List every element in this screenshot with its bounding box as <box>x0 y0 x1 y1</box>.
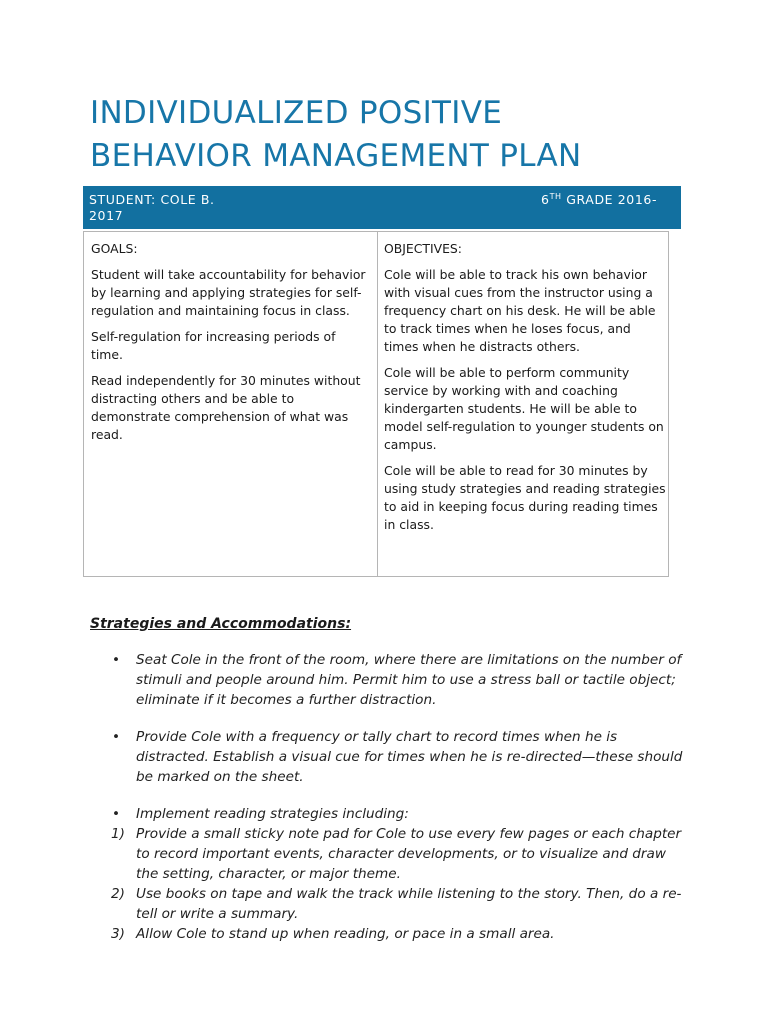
numbered-text: Allow Cole to stand up when reading, or pace in a small area. <box>136 926 555 942</box>
student-name: STUDENT: COLE B. <box>89 192 215 207</box>
objective-item: Cole will be able to read for 30 minutes by using study strategies and reading strategies to aid in keeping focus during reading times in class. <box>384 463 666 532</box>
title-line-2: BEHAVIOR MANAGEMENT PLAN <box>90 138 582 174</box>
numbered-item <box>90 824 690 884</box>
title-line-1: INDIVIDUALIZED POSITIVE <box>90 95 503 131</box>
strategy-text: Implement reading strategies including: <box>136 806 409 822</box>
table-divider <box>377 232 378 576</box>
objectives-heading: OBJECTIVES: <box>384 241 462 256</box>
goals-heading: GOALS: <box>91 241 138 256</box>
strategy-text: Seat Cole in the front of the room, where there are limitations on the number of stimuli and people around him. Permit him to use a stress ball or tactile object; eliminate if it becomes a further distraction. <box>136 652 682 708</box>
grade-number: 6 <box>541 192 550 207</box>
strategy-text: Provide Cole with a frequency or tally chart to record times when he is distracted. Establish a visual cue for times when he is re-directed—these should be marked on the sheet. <box>136 729 683 785</box>
goal-item: Read independently for 30 minutes without distracting others and be able to demonstrate comprehension of what was read. <box>91 373 361 442</box>
grade-label <box>541 192 657 208</box>
bullet-dot-icon: • <box>112 729 121 745</box>
objective-item: Cole will be able to track his own behavior with visual cues from the instructor using a frequency chart on his desk. He will be able to track times when he loses focus, and times when he distracts others. <box>384 267 656 354</box>
strategy-bullet <box>90 804 690 824</box>
objectives-cell <box>384 240 666 542</box>
strategy-bullet <box>90 727 690 787</box>
goals-cell <box>91 240 369 452</box>
bullet-dot-icon: • <box>112 806 121 822</box>
school-year: 2017 <box>89 208 124 223</box>
strategies-heading: Strategies and Accommodations: <box>90 616 352 632</box>
student-banner <box>83 186 681 229</box>
objective-item: Cole will be able to perform community service by working with and coaching kindergarten students. He will be able to model self-regulation to younger students on campus. <box>384 365 664 452</box>
goal-item: Self-regulation for increasing periods of time. <box>91 329 336 362</box>
item-number: 3) <box>111 926 125 942</box>
grade-text: GRADE 2016- <box>561 192 658 207</box>
numbered-text: Provide a small sticky note pad for Cole to use every few pages or each chapter to record important events, character developments, or to visualize and draw the setting, character, or major theme. <box>136 826 682 882</box>
grade-superscript: TH <box>549 192 562 201</box>
bullet-dot-icon: • <box>112 652 121 668</box>
item-number: 1) <box>111 826 125 842</box>
item-number: 2) <box>111 886 125 902</box>
strategies-list <box>90 650 690 944</box>
numbered-item <box>90 884 690 924</box>
strategy-bullet <box>90 650 690 710</box>
goals-objectives-table <box>83 231 669 577</box>
goal-item: Student will take accountability for behavior by learning and applying strategies for self-regulation and maintaining focus in class. <box>91 267 366 318</box>
page-title <box>90 92 710 178</box>
numbered-item <box>90 924 690 944</box>
numbered-text: Use books on tape and walk the track while listening to the story. Then, do a re-tell or write a summary. <box>136 886 682 922</box>
